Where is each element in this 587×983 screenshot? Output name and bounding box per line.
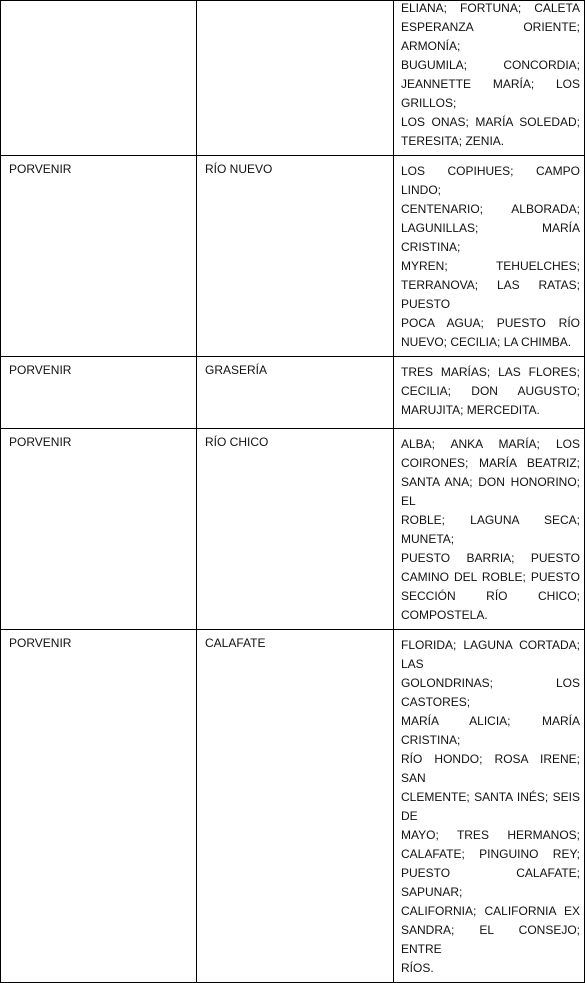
table-row [1,1,585,156]
places-line: CLEMENTE; SANTA INÉS; SEIS DE [401,790,580,823]
table-row [1,429,585,630]
places-line: RÍOS. [401,961,434,975]
sector-cell: CALAFATE [197,630,394,983]
places-line: ESPERANZA ORIENTE; ARMONÍA; [401,20,580,53]
table-row [1,630,585,983]
places-line: SECCIÓN RÍO CHICO; [401,589,580,603]
places-list [394,0,584,155]
places-cell [394,630,585,983]
places-line: CALAFATE; PINGUINO REY; [401,847,580,861]
sector-cell [197,1,394,156]
places-cell [394,156,585,357]
places-list [394,429,584,629]
sector-cell: RÍO CHICO [197,429,394,630]
places-line: ROBLE; LAGUNA SECA; MUNETA; [401,513,580,546]
places-line: PUESTO BARRIA; PUESTO [401,551,580,565]
places-line: CALIFORNIA; CALIFORNIA EX [401,904,580,918]
places-cell [394,357,585,429]
comuna-cell: PORVENIR [1,429,197,630]
places-list [394,357,584,424]
places-line: LOS COPIHUES; CAMPO LINDO; [401,164,580,197]
places-line: CENTENARIO; ALBORADA; [401,202,580,216]
places-line: LOS ONAS; MARÍA SOLEDAD; [401,115,580,129]
places-line: TERESITA; ZENIA. [401,134,505,148]
places-line: MARUJITA; MERCEDITA. [401,403,540,417]
places-line: RÍO HONDO; ROSA IRENE; SAN [401,752,580,785]
comuna-cell: PORVENIR [1,630,197,983]
places-cell [394,429,585,630]
places-line: MYREN; TEHUELCHES; [401,259,580,273]
places-line: BUGUMILA; CONCORDIA; [401,58,580,72]
places-line: TRES MARÍAS; LAS FLORES; [401,365,580,379]
places-line: NUEVO; CECILIA; LA CHIMBA. [401,335,572,349]
table-row [1,156,585,357]
places-line: CAMINO DEL ROBLE; PUESTO [401,570,580,584]
places-line: COIRONES; MARÍA BEATRIZ; [401,456,580,470]
places-line: ALBA; ANKA MARÍA; LOS [401,437,580,451]
places-line: SANDRA; EL CONSEJO; ENTRE [401,923,580,956]
places-line: MARÍA ALICIA; MARÍA CRISTINA; [401,714,580,747]
comuna-cell: PORVENIR [1,156,197,357]
sector-cell: GRASERÍA [197,357,394,429]
places-line: SANTA ANA; DON HONORINO; EL [401,475,580,508]
table-row [1,357,585,429]
places-line: FLORIDA; LAGUNA CORTADA; LAS [401,638,580,671]
sector-cell: RÍO NUEVO [197,156,394,357]
places-line: ELIANA; FORTUNA; CALETA [401,1,580,15]
places-list [394,630,584,982]
places-line: COMPOSTELA. [401,608,488,622]
places-list [394,156,584,356]
places-line: GOLONDRINAS; LOS CASTORES; [401,676,580,709]
places-line: POCA AGUA; PUESTO RÍO [401,316,580,330]
comuna-cell [1,1,197,156]
places-line: CECILIA; DON AUGUSTO; [401,384,580,398]
places-line: MAYO; TRES HERMANOS; [401,828,580,842]
places-line: LAGUNILLAS; MARÍA CRISTINA; [401,221,580,254]
places-line: PUESTO CALAFATE; SAPUNAR; [401,866,580,899]
places-line: JEANNETTE MARÍA; LOS GRILLOS; [401,77,580,110]
places-cell [394,1,585,156]
places-line: TERRANOVA; LAS RATAS; PUESTO [401,278,580,311]
comuna-cell: PORVENIR [1,357,197,429]
